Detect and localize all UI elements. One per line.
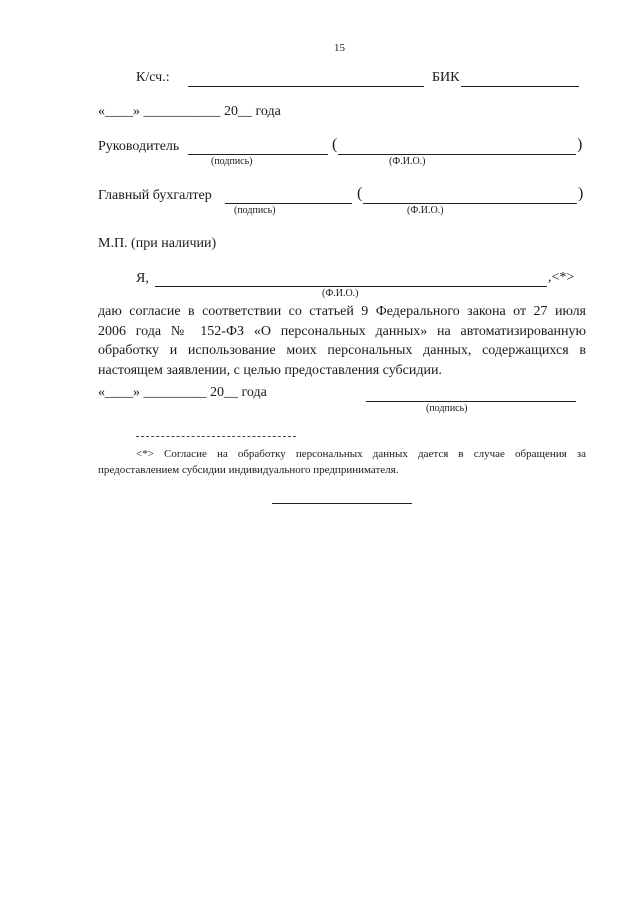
footnote-text: <*> Согласие на обработку персональных данных дается в случае обращения за предоставлением субсидии индивидуального предпринимателя. — [98, 448, 586, 476]
accountant-label: Главный бухгалтер — [98, 188, 212, 203]
consent-footnote-marker: ,<*> — [548, 270, 575, 285]
date-block-1 — [98, 104, 281, 120]
consent-text-line-4: настоящем заявлении, с целью предоставления субсидии. — [98, 362, 442, 378]
account-label: К/сч.: — [136, 70, 170, 85]
end-of-document-line — [272, 503, 412, 504]
director-signature-caption: (подпись) — [211, 156, 253, 167]
date-month-blank[interactable]: ___________ — [143, 104, 221, 119]
consent-text-line-1: даю согласие в соответствии со статьей 9 Федерального закона от 27 июля — [98, 304, 586, 319]
director-label: Руководитель — [98, 139, 180, 154]
accountant-name-field[interactable] — [363, 203, 577, 204]
account-number-field[interactable] — [188, 86, 424, 87]
footnote-separator — [136, 436, 296, 437]
bik-label: БИК — [432, 70, 460, 85]
accountant-name-caption: (Ф.И.О.) — [407, 205, 444, 216]
date2-year-prefix[interactable]: 20__ — [210, 385, 238, 400]
accountant-paren-open: ( — [357, 185, 363, 202]
director-paren-close: ) — [577, 136, 583, 153]
consent-i-label: Я, — [136, 271, 149, 286]
consent-text-line-3: обработку и использование моих персональных данных, содержащихся в — [98, 343, 586, 358]
consent-signature-field[interactable] — [366, 401, 576, 402]
date-year-prefix[interactable]: 20__ — [224, 104, 252, 119]
page-number: 15 — [334, 42, 345, 54]
accountant-paren-close: ) — [578, 185, 584, 202]
date-day-blank[interactable]: ____ — [105, 104, 133, 119]
director-name-caption: (Ф.И.О.) — [389, 156, 426, 167]
consent-signature-caption: (подпись) — [426, 403, 468, 414]
date2-year-word: года — [241, 385, 267, 400]
director-signature-field[interactable] — [188, 154, 328, 155]
accountant-signature-field[interactable] — [225, 203, 352, 204]
consent-fio-field[interactable] — [155, 286, 547, 287]
consent-paragraph — [98, 302, 586, 380]
accountant-signature-caption: (подпись) — [234, 205, 276, 216]
date-quote-open: « — [98, 104, 105, 119]
date-year-word: года — [255, 104, 281, 119]
date2-month-blank[interactable]: _________ — [143, 385, 207, 400]
seal-label: М.П. (при наличии) — [98, 236, 217, 251]
date2-day-blank[interactable]: ____ — [105, 385, 133, 400]
director-name-field[interactable] — [338, 154, 576, 155]
date-block-2 — [98, 385, 267, 401]
consent-fio-caption: (Ф.И.О.) — [322, 288, 359, 299]
date2-quote-open: « — [98, 385, 105, 400]
date2-quote-close: » — [133, 385, 140, 400]
director-paren-open: ( — [332, 136, 338, 153]
date-quote-close: » — [133, 104, 140, 119]
bik-field[interactable] — [461, 86, 579, 87]
consent-text-line-2: 2006 года № 152-ФЗ «О персональных данных» на автоматизированную — [98, 323, 586, 339]
